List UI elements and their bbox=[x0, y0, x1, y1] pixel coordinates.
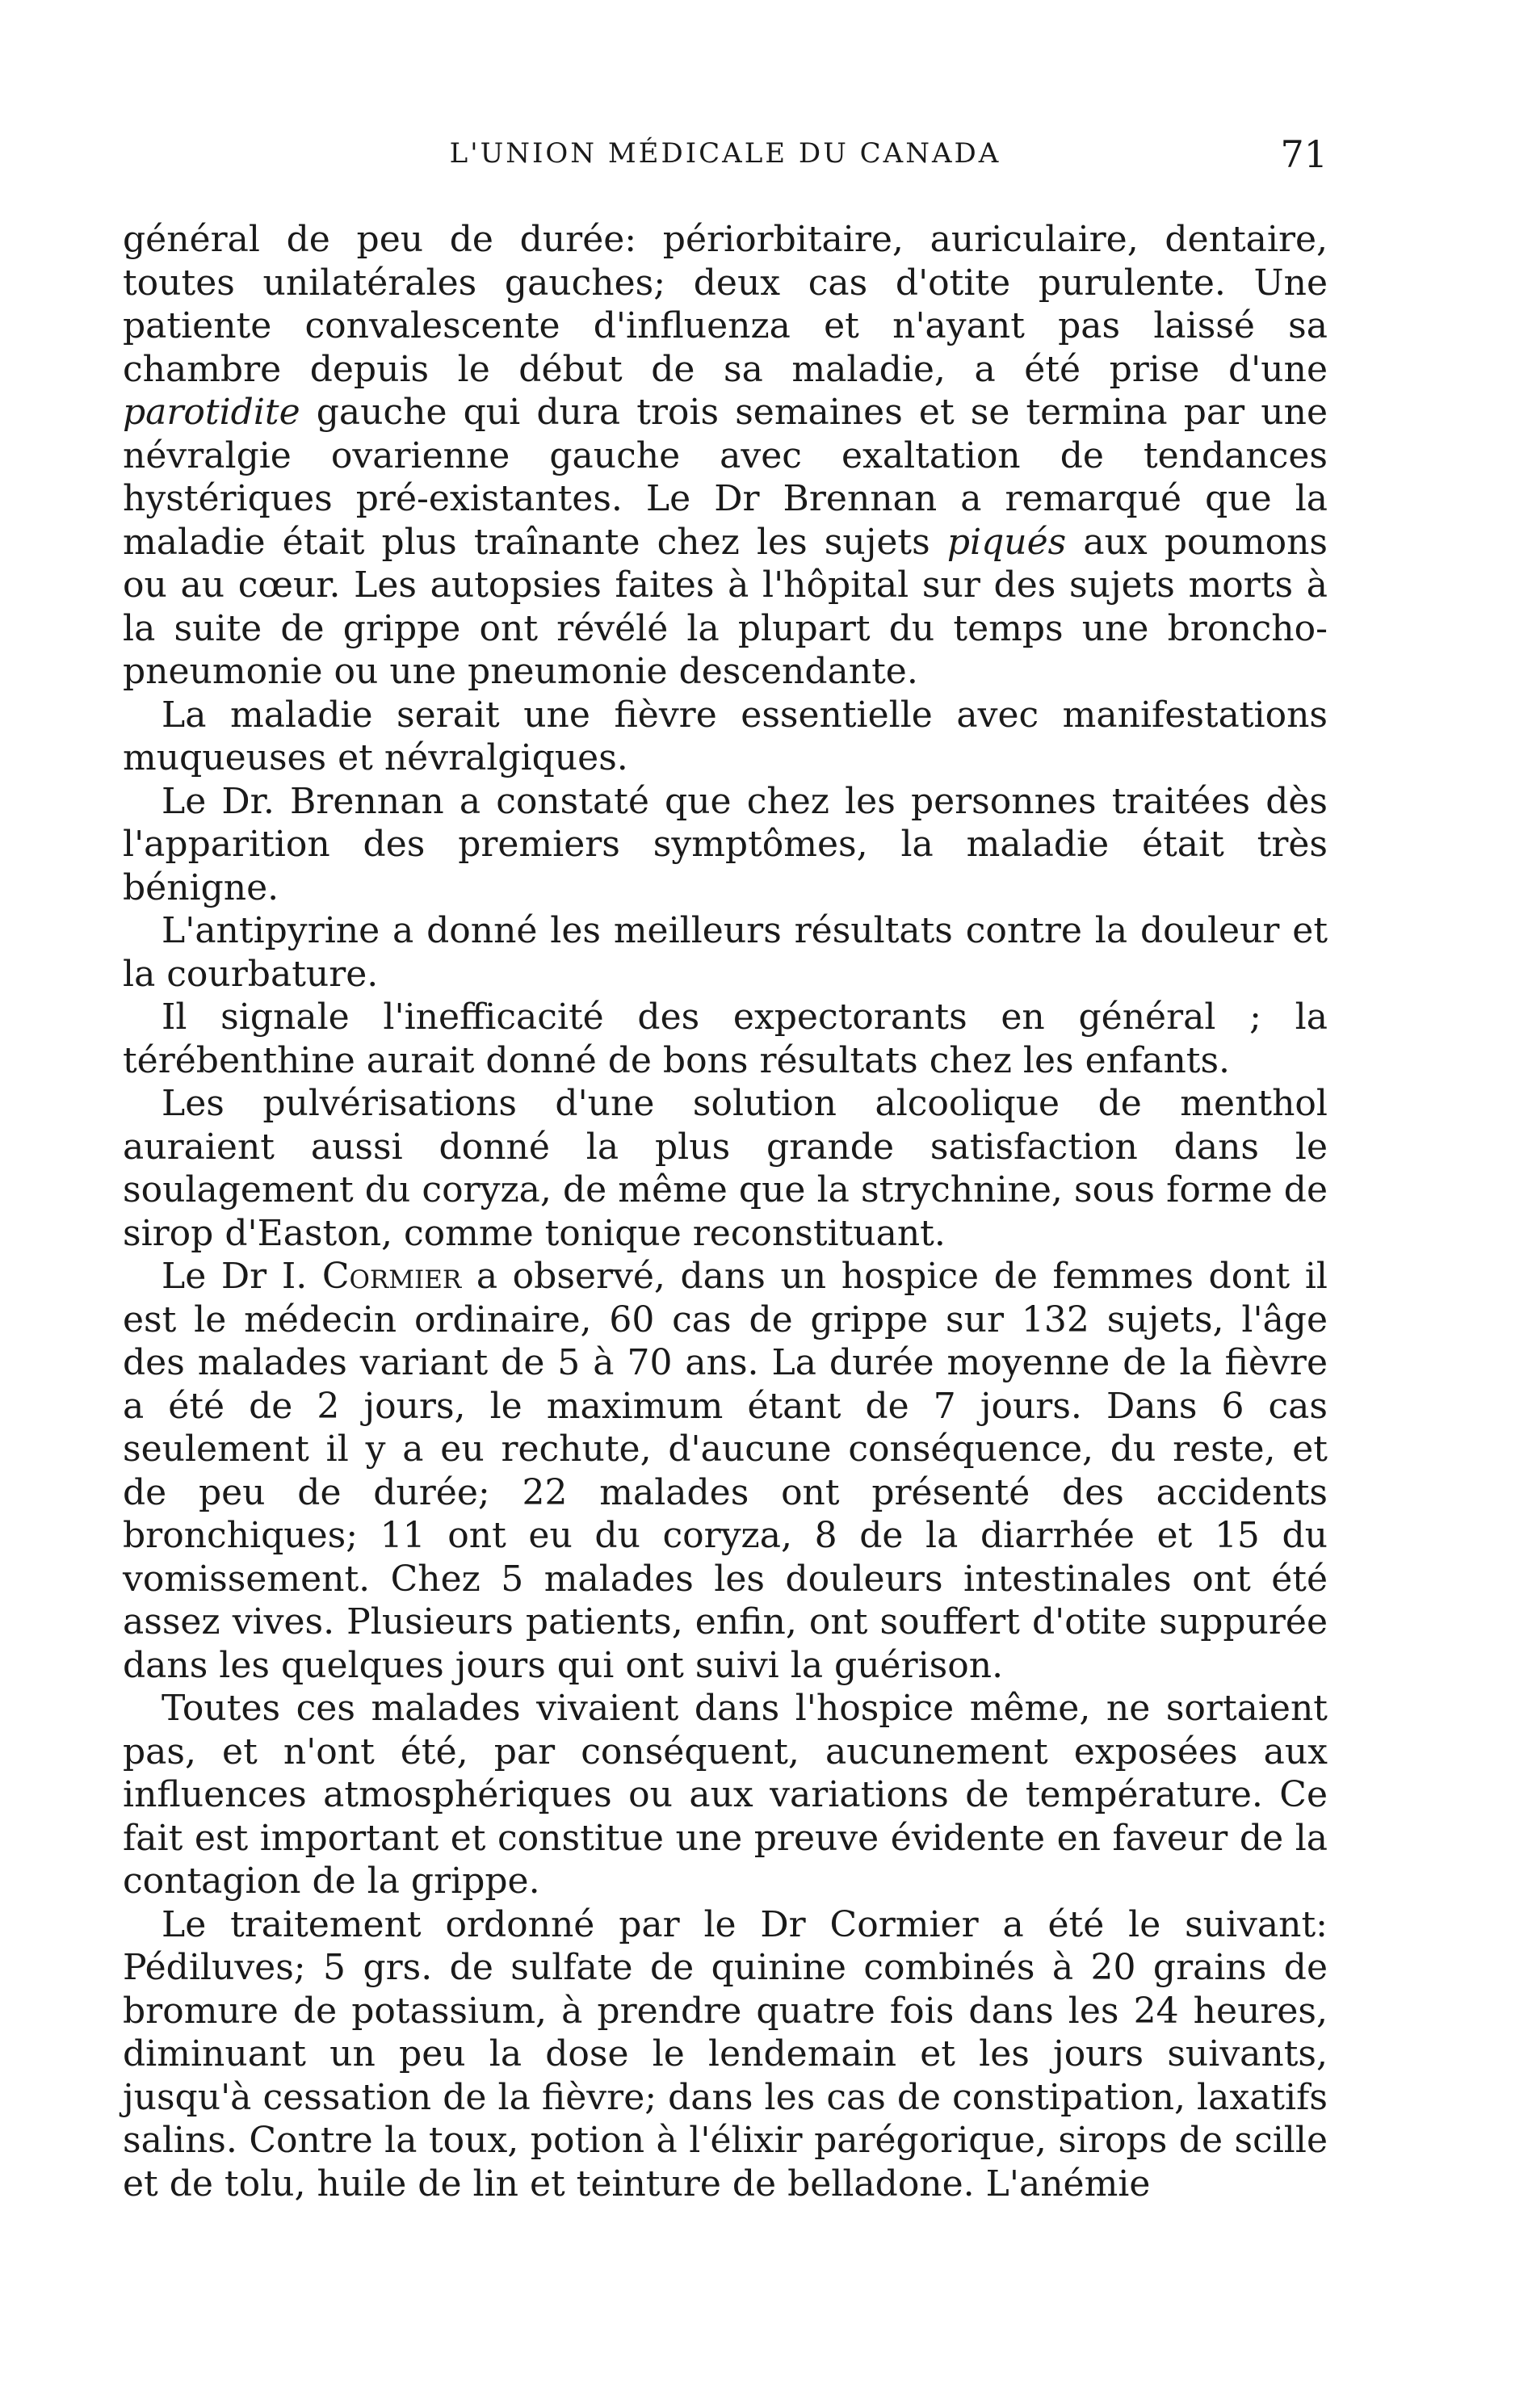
text-run: Les pulvérisations d'une solution alcoolique de menthol auraient aussi donné la plus grande satisfaction dans le soulagement du coryza, de même que la strychnine, sous forme de sirop d'Easton, comme tonique reconstituant. bbox=[123, 1083, 1328, 1254]
text-run: a observé, dans un hospice de femmes dont il est le médecin ordinaire, 60 cas de grippe sur 132 sujets, l'âge des malades variant de 5 à 70 ans. La durée moyenne de la fièvre a été de 2 jours, le maximum étant de 7 jours. Dans 6 cas seulement il y a eu rechute, d'aucune conséquence, du reste, et de peu de durée; 22 malades ont présenté des accidents bronchiques; 11 ont eu du coryza, 8 de la diarrhée et 15 du vomissement. Chez 5 malades les douleurs intestinales ont été assez vives. Plusieurs patients, enfin, ont souffert d'otite suppurée dans les quelques jours qui ont suivi la guérison. bbox=[123, 1256, 1328, 1686]
body-text bbox=[123, 218, 1328, 2205]
text-run: Le Dr I. bbox=[162, 1256, 322, 1297]
paragraph bbox=[123, 1255, 1328, 1687]
text-run: L'antipyrine a donné les meilleurs résultats contre la douleur et la courbature. bbox=[123, 910, 1328, 995]
paragraph bbox=[123, 1903, 1328, 2206]
paragraph bbox=[123, 1082, 1328, 1255]
italic-text: parotidite bbox=[123, 392, 300, 433]
text-run: Le Dr. Brennan a constaté que chez les personnes traitées dès l'apparition des premiers symptômes, la maladie était très bénigne. bbox=[123, 780, 1328, 908]
text-run: gauche qui dura trois semaines et se termina par une névralgie ovarienne gauche avec exaltation de tendances hystériques pré-existantes. Le Dr Brennan a remarqué que la maladie était plus traînante chez les sujets bbox=[123, 392, 1328, 563]
italic-text: piqués bbox=[946, 521, 1067, 563]
page-number: 71 bbox=[1280, 132, 1328, 176]
text-run: Toutes ces malades vivaient dans l'hospice même, ne sortaient pas, et n'ont été, par conséquent, aucunement exposées aux influences atmosphériques ou aux variations de température. Ce fait est important et constitue une preuve évidente en faveur de la contagion de la grippe. bbox=[123, 1688, 1328, 1902]
smallcaps-name: Cormier bbox=[321, 1256, 462, 1297]
paragraph bbox=[123, 780, 1328, 910]
text-run: La maladie serait une fièvre essentielle avec manifestations muqueuses et névralgiques. bbox=[123, 694, 1328, 778]
paragraph bbox=[123, 1687, 1328, 1903]
page-header bbox=[123, 132, 1328, 194]
paragraph bbox=[123, 694, 1328, 780]
text-run: aux poumons ou au cœur. Les autopsies faites à l'hôpital sur des sujets morts à la suite de grippe ont révélé la plupart du temps une broncho-pneumonie ou une pneumonie descendante. bbox=[123, 521, 1328, 692]
paragraph bbox=[123, 909, 1328, 996]
text-run: Le traitement ordonné par le Dr Cormier a été le suivant: Pédiluves; 5 grs. de sulfate de quinine combinés à 20 grains de bromure de potassium, à prendre quatre fois dans les 24 heures, diminuant un peu la dose le lendemain et les jours suivants, jusqu'à cessation de la fièvre; dans les cas de constipation, laxatifs salins. Contre la toux, potion à l'élixir parégorique, sirops de scille et de tolu, huile de lin et teinture de belladone. L'anémie bbox=[123, 1903, 1328, 2205]
paragraph bbox=[123, 996, 1328, 1082]
paragraph bbox=[123, 218, 1328, 694]
running-head: L'UNION MÉDICALE DU CANADA bbox=[449, 137, 1001, 170]
text-run: Il signale l'inefficacité des expectorants en général ; la térébenthine aurait donné de bons résultats chez les enfants. bbox=[123, 996, 1328, 1081]
text-run: général de peu de durée: périorbitaire, auriculaire, dentaire, toutes unilatérales gauches; deux cas d'otite purulente. Une patiente convalescente d'influenza et n'ayant pas laissé sa chambre depuis le début de sa maladie, a été prise d'une bbox=[123, 219, 1328, 390]
